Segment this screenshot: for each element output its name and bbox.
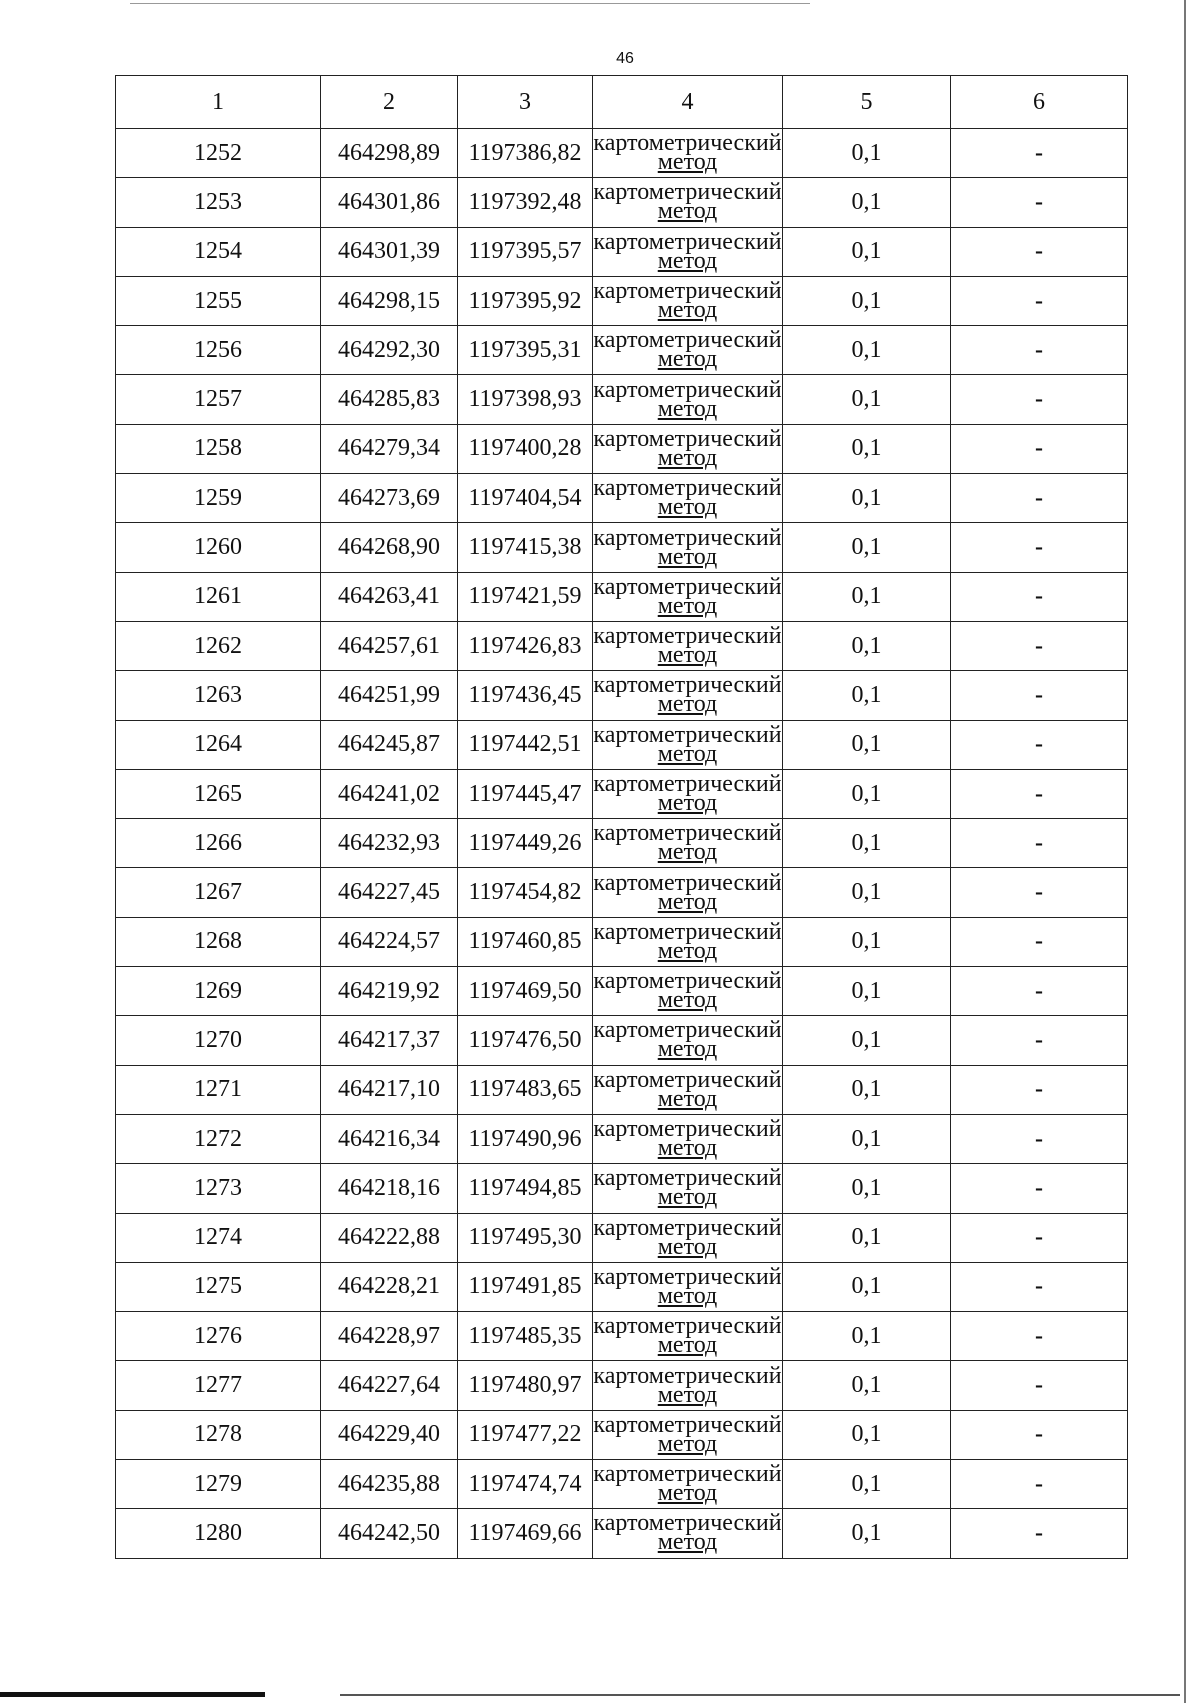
cell-method	[593, 227, 783, 276]
cell-y-coordinate: 1197398,93	[458, 375, 593, 424]
cell-point-number: 1263	[116, 671, 321, 720]
cell-method	[593, 1262, 783, 1311]
cell-note: -	[951, 572, 1128, 621]
cell-note: -	[951, 1065, 1128, 1114]
method-line-2: метод	[657, 198, 718, 225]
cell-y-coordinate: 1197480,97	[458, 1361, 593, 1410]
cell-note: -	[951, 1509, 1128, 1558]
cell-method	[593, 1065, 783, 1114]
cell-method	[593, 967, 783, 1016]
cell-point-number: 1258	[116, 424, 321, 473]
method-line-2: метод	[657, 642, 718, 669]
cell-x-coordinate: 464241,02	[321, 769, 458, 818]
cell-note: -	[951, 1016, 1128, 1065]
cell-point-number: 1261	[116, 572, 321, 621]
method-line-2: метод	[657, 1036, 718, 1063]
cell-x-coordinate: 464245,87	[321, 720, 458, 769]
cell-note: -	[951, 1361, 1128, 1410]
cell-point-number: 1262	[116, 621, 321, 670]
method-line-1: картометрический	[593, 475, 782, 502]
cell-x-coordinate: 464228,21	[321, 1262, 458, 1311]
cell-point-number: 1275	[116, 1262, 321, 1311]
cell-x-coordinate: 464298,15	[321, 276, 458, 325]
method-line-2: метод	[657, 149, 718, 176]
cell-x-coordinate: 464227,45	[321, 868, 458, 917]
method-line-1: картометрический	[593, 623, 782, 650]
cell-point-number: 1265	[116, 769, 321, 818]
table-row	[116, 671, 1128, 720]
cell-y-coordinate: 1197400,28	[458, 424, 593, 473]
cell-y-coordinate: 1197490,96	[458, 1114, 593, 1163]
cell-accuracy: 0,1	[783, 1410, 951, 1459]
cell-x-coordinate: 464298,89	[321, 129, 458, 178]
header-col-4: 4	[593, 76, 783, 129]
method-line-2: метод	[657, 297, 718, 324]
cell-x-coordinate: 464222,88	[321, 1213, 458, 1262]
cell-point-number: 1255	[116, 276, 321, 325]
cell-y-coordinate: 1197445,47	[458, 769, 593, 818]
cell-method	[593, 276, 783, 325]
cell-accuracy: 0,1	[783, 375, 951, 424]
method-line-1: картометрический	[593, 1263, 782, 1290]
cell-method	[593, 1016, 783, 1065]
method-line-2: метод	[657, 691, 718, 718]
cell-accuracy: 0,1	[783, 1460, 951, 1509]
table-row	[116, 375, 1128, 424]
cell-y-coordinate: 1197442,51	[458, 720, 593, 769]
cell-note: -	[951, 819, 1128, 868]
method-line-2: метод	[657, 839, 718, 866]
table-row	[116, 1164, 1128, 1213]
cell-note: -	[951, 1213, 1128, 1262]
method-line-1: картометрический	[593, 179, 782, 206]
cell-y-coordinate: 1197395,57	[458, 227, 593, 276]
cell-note: -	[951, 523, 1128, 572]
cell-method	[593, 1509, 783, 1558]
cell-point-number: 1264	[116, 720, 321, 769]
method-line-1: картометрический	[593, 672, 782, 699]
table-row	[116, 178, 1128, 227]
method-line-2: метод	[657, 790, 718, 816]
cell-point-number: 1277	[116, 1361, 321, 1410]
cell-y-coordinate: 1197404,54	[458, 474, 593, 523]
cell-x-coordinate: 464218,16	[321, 1164, 458, 1213]
cell-note: -	[951, 1460, 1128, 1509]
table-row	[116, 720, 1128, 769]
cell-y-coordinate: 1197494,85	[458, 1164, 593, 1213]
cell-point-number: 1260	[116, 523, 321, 572]
cell-point-number: 1257	[116, 375, 321, 424]
cell-accuracy: 0,1	[783, 1164, 951, 1213]
cell-method	[593, 1312, 783, 1361]
cell-note: -	[951, 621, 1128, 670]
cell-method	[593, 621, 783, 670]
method-line-2: метод	[657, 937, 718, 964]
method-line-2: метод	[657, 247, 718, 274]
table-row	[116, 819, 1128, 868]
table-row	[116, 572, 1128, 621]
cell-x-coordinate: 464217,10	[321, 1065, 458, 1114]
cell-method	[593, 1164, 783, 1213]
header-col-3: 3	[458, 76, 593, 129]
cell-x-coordinate: 464242,50	[321, 1509, 458, 1558]
cell-accuracy: 0,1	[783, 917, 951, 966]
method-line-1: картометрический	[593, 1214, 782, 1241]
cell-point-number: 1259	[116, 474, 321, 523]
method-line-2: метод	[657, 346, 718, 373]
cell-point-number: 1270	[116, 1016, 321, 1065]
cell-accuracy: 0,1	[783, 523, 951, 572]
cell-x-coordinate: 464285,83	[321, 375, 458, 424]
cell-y-coordinate: 1197485,35	[458, 1312, 593, 1361]
cell-note: -	[951, 917, 1128, 966]
method-line-2: метод	[657, 1135, 718, 1162]
cell-accuracy: 0,1	[783, 276, 951, 325]
cell-method	[593, 178, 783, 227]
cell-accuracy: 0,1	[783, 769, 951, 818]
method-line-2: метод	[657, 888, 718, 915]
cell-note: -	[951, 769, 1128, 818]
cell-point-number: 1271	[116, 1065, 321, 1114]
scan-artifact-top	[130, 3, 810, 4]
table-row	[116, 1213, 1128, 1262]
cell-note: -	[951, 424, 1128, 473]
cell-point-number: 1280	[116, 1509, 321, 1558]
method-line-2: метод	[657, 987, 718, 1014]
cell-note: -	[951, 227, 1128, 276]
method-line-1: картометрический	[593, 1362, 782, 1389]
cell-point-number: 1269	[116, 967, 321, 1016]
cell-accuracy: 0,1	[783, 1312, 951, 1361]
method-line-1: картометрический	[593, 228, 782, 255]
cell-point-number: 1267	[116, 868, 321, 917]
cell-method	[593, 917, 783, 966]
cell-method	[593, 769, 783, 818]
cell-point-number: 1253	[116, 178, 321, 227]
cell-method	[593, 868, 783, 917]
cell-y-coordinate: 1197421,59	[458, 572, 593, 621]
method-line-1: картометрический	[593, 573, 782, 600]
method-line-1: картометрический	[593, 1313, 782, 1340]
cell-x-coordinate: 464227,64	[321, 1361, 458, 1410]
method-line-2: метод	[657, 1480, 718, 1507]
scan-artifact-bottom-left	[0, 1692, 265, 1697]
cell-method	[593, 474, 783, 523]
cell-point-number: 1274	[116, 1213, 321, 1262]
table-row	[116, 424, 1128, 473]
cell-x-coordinate: 464219,92	[321, 967, 458, 1016]
method-line-2: метод	[657, 740, 718, 767]
cell-accuracy: 0,1	[783, 129, 951, 178]
method-line-2: метод	[657, 1430, 718, 1457]
table-row	[116, 227, 1128, 276]
cell-y-coordinate: 1197449,26	[458, 819, 593, 868]
cell-accuracy: 0,1	[783, 572, 951, 621]
cell-y-coordinate: 1197469,66	[458, 1509, 593, 1558]
method-line-2: метод	[657, 543, 718, 570]
table-row	[116, 621, 1128, 670]
method-line-2: метод	[657, 1233, 718, 1260]
cell-x-coordinate: 464292,30	[321, 326, 458, 375]
method-line-2: метод	[657, 592, 718, 619]
cell-point-number: 1273	[116, 1164, 321, 1213]
cell-note: -	[951, 720, 1128, 769]
cell-point-number: 1268	[116, 917, 321, 966]
cell-accuracy: 0,1	[783, 474, 951, 523]
cell-point-number: 1252	[116, 129, 321, 178]
cell-x-coordinate: 464229,40	[321, 1410, 458, 1459]
cell-y-coordinate: 1197454,82	[458, 868, 593, 917]
cell-x-coordinate: 464257,61	[321, 621, 458, 670]
cell-method	[593, 1410, 783, 1459]
cell-accuracy: 0,1	[783, 227, 951, 276]
table-row	[116, 129, 1128, 178]
scan-artifact-right	[1184, 0, 1186, 1703]
cell-accuracy: 0,1	[783, 967, 951, 1016]
cell-accuracy: 0,1	[783, 720, 951, 769]
table-row	[116, 276, 1128, 325]
cell-method	[593, 572, 783, 621]
table-row	[116, 769, 1128, 818]
cell-accuracy: 0,1	[783, 868, 951, 917]
cell-x-coordinate: 464232,93	[321, 819, 458, 868]
cell-y-coordinate: 1197395,92	[458, 276, 593, 325]
table-row	[116, 1065, 1128, 1114]
cell-y-coordinate: 1197491,85	[458, 1262, 593, 1311]
cell-method	[593, 1361, 783, 1410]
table-body	[116, 129, 1128, 1559]
table-row	[116, 1361, 1128, 1410]
cell-y-coordinate: 1197395,31	[458, 326, 593, 375]
cell-method	[593, 375, 783, 424]
cell-point-number: 1278	[116, 1410, 321, 1459]
cell-note: -	[951, 1262, 1128, 1311]
cell-note: -	[951, 375, 1128, 424]
method-line-1: картометрический	[593, 1116, 782, 1143]
table-row	[116, 1114, 1128, 1163]
cell-point-number: 1272	[116, 1114, 321, 1163]
cell-method	[593, 1114, 783, 1163]
cell-method	[593, 671, 783, 720]
cell-note: -	[951, 1114, 1128, 1163]
method-line-2: метод	[657, 1332, 718, 1359]
table-row	[116, 1016, 1128, 1065]
cell-x-coordinate: 464301,86	[321, 178, 458, 227]
cell-accuracy: 0,1	[783, 621, 951, 670]
cell-method	[593, 523, 783, 572]
cell-method	[593, 129, 783, 178]
method-line-1: картометрический	[593, 1017, 782, 1044]
page-number: 46	[616, 50, 634, 67]
method-line-1: картометрический	[593, 721, 782, 748]
cell-point-number: 1266	[116, 819, 321, 868]
method-line-1: картометрический	[593, 1165, 782, 1192]
method-line-1: картометрический	[593, 327, 782, 354]
method-line-2: метод	[657, 1184, 718, 1211]
method-line-1: картометрический	[593, 1510, 782, 1537]
method-line-1: картометрический	[593, 968, 782, 995]
cell-x-coordinate: 464235,88	[321, 1460, 458, 1509]
cell-x-coordinate: 464228,97	[321, 1312, 458, 1361]
cell-point-number: 1256	[116, 326, 321, 375]
method-line-1: картометрический	[593, 1461, 782, 1488]
cell-accuracy: 0,1	[783, 819, 951, 868]
cell-method	[593, 1213, 783, 1262]
cell-y-coordinate: 1197392,48	[458, 178, 593, 227]
method-line-1: картометрический	[593, 425, 782, 452]
cell-y-coordinate: 1197386,82	[458, 129, 593, 178]
cell-method	[593, 326, 783, 375]
method-line-1: картометрический	[593, 278, 782, 305]
cell-x-coordinate: 464224,57	[321, 917, 458, 966]
method-line-2: метод	[657, 395, 718, 422]
cell-note: -	[951, 868, 1128, 917]
cell-x-coordinate: 464216,34	[321, 1114, 458, 1163]
cell-y-coordinate: 1197469,50	[458, 967, 593, 1016]
method-line-2: метод	[657, 1381, 718, 1408]
method-line-1: картометрический	[593, 1411, 782, 1438]
table-row	[116, 1460, 1128, 1509]
header-col-6: 6	[951, 76, 1128, 129]
table-row	[116, 523, 1128, 572]
cell-y-coordinate: 1197426,83	[458, 621, 593, 670]
cell-accuracy: 0,1	[783, 1114, 951, 1163]
cell-x-coordinate: 464279,34	[321, 424, 458, 473]
method-line-1: картометрический	[593, 1066, 782, 1093]
cell-method	[593, 424, 783, 473]
cell-note: -	[951, 967, 1128, 1016]
cell-y-coordinate: 1197477,22	[458, 1410, 593, 1459]
cell-y-coordinate: 1197436,45	[458, 671, 593, 720]
cell-note: -	[951, 1312, 1128, 1361]
cell-accuracy: 0,1	[783, 178, 951, 227]
cell-accuracy: 0,1	[783, 1262, 951, 1311]
cell-method	[593, 819, 783, 868]
method-line-1: картометрический	[593, 918, 782, 945]
method-line-1: картометрический	[593, 820, 782, 847]
cell-accuracy: 0,1	[783, 671, 951, 720]
header-col-5: 5	[783, 76, 951, 129]
cell-y-coordinate: 1197495,30	[458, 1213, 593, 1262]
cell-point-number: 1254	[116, 227, 321, 276]
method-line-1: картометрический	[593, 771, 782, 797]
table-row	[116, 868, 1128, 917]
cell-point-number: 1276	[116, 1312, 321, 1361]
cell-accuracy: 0,1	[783, 326, 951, 375]
cell-method	[593, 1460, 783, 1509]
cell-note: -	[951, 178, 1128, 227]
header-col-2: 2	[321, 76, 458, 129]
table-row	[116, 1509, 1128, 1558]
cell-note: -	[951, 129, 1128, 178]
cell-x-coordinate: 464263,41	[321, 572, 458, 621]
cell-accuracy: 0,1	[783, 424, 951, 473]
table-row	[116, 1262, 1128, 1311]
cell-note: -	[951, 1410, 1128, 1459]
cell-note: -	[951, 671, 1128, 720]
table-row	[116, 917, 1128, 966]
cell-accuracy: 0,1	[783, 1065, 951, 1114]
method-line-2: метод	[657, 1085, 718, 1112]
cell-x-coordinate: 464217,37	[321, 1016, 458, 1065]
cell-note: -	[951, 1164, 1128, 1213]
cell-method	[593, 720, 783, 769]
cell-y-coordinate: 1197415,38	[458, 523, 593, 572]
table-row	[116, 326, 1128, 375]
table-row	[116, 967, 1128, 1016]
table-row	[116, 474, 1128, 523]
method-line-2: метод	[657, 444, 718, 471]
cell-note: -	[951, 326, 1128, 375]
cell-accuracy: 0,1	[783, 1361, 951, 1410]
cell-x-coordinate: 464273,69	[321, 474, 458, 523]
header-col-1: 1	[116, 76, 321, 129]
cell-accuracy: 0,1	[783, 1016, 951, 1065]
cell-note: -	[951, 276, 1128, 325]
cell-x-coordinate: 464301,39	[321, 227, 458, 276]
scan-artifact-bottom-right	[340, 1694, 1180, 1696]
method-line-1: картометрический	[593, 524, 782, 551]
method-line-1: картометрический	[593, 376, 782, 403]
method-line-2: метод	[657, 494, 718, 521]
method-line-1: картометрический	[593, 869, 782, 896]
cell-y-coordinate: 1197474,74	[458, 1460, 593, 1509]
cell-accuracy: 0,1	[783, 1213, 951, 1262]
method-line-2: метод	[657, 1282, 718, 1309]
cell-y-coordinate: 1197460,85	[458, 917, 593, 966]
table-header-row	[116, 76, 1128, 129]
table-row	[116, 1312, 1128, 1361]
cell-note: -	[951, 474, 1128, 523]
cell-y-coordinate: 1197476,50	[458, 1016, 593, 1065]
method-line-1: картометрический	[593, 130, 782, 157]
cell-x-coordinate: 464251,99	[321, 671, 458, 720]
cell-accuracy: 0,1	[783, 1509, 951, 1558]
cell-point-number: 1279	[116, 1460, 321, 1509]
cell-y-coordinate: 1197483,65	[458, 1065, 593, 1114]
method-line-2: метод	[657, 1529, 718, 1556]
coordinates-table	[115, 75, 1128, 1559]
table-row	[116, 1410, 1128, 1459]
cell-x-coordinate: 464268,90	[321, 523, 458, 572]
